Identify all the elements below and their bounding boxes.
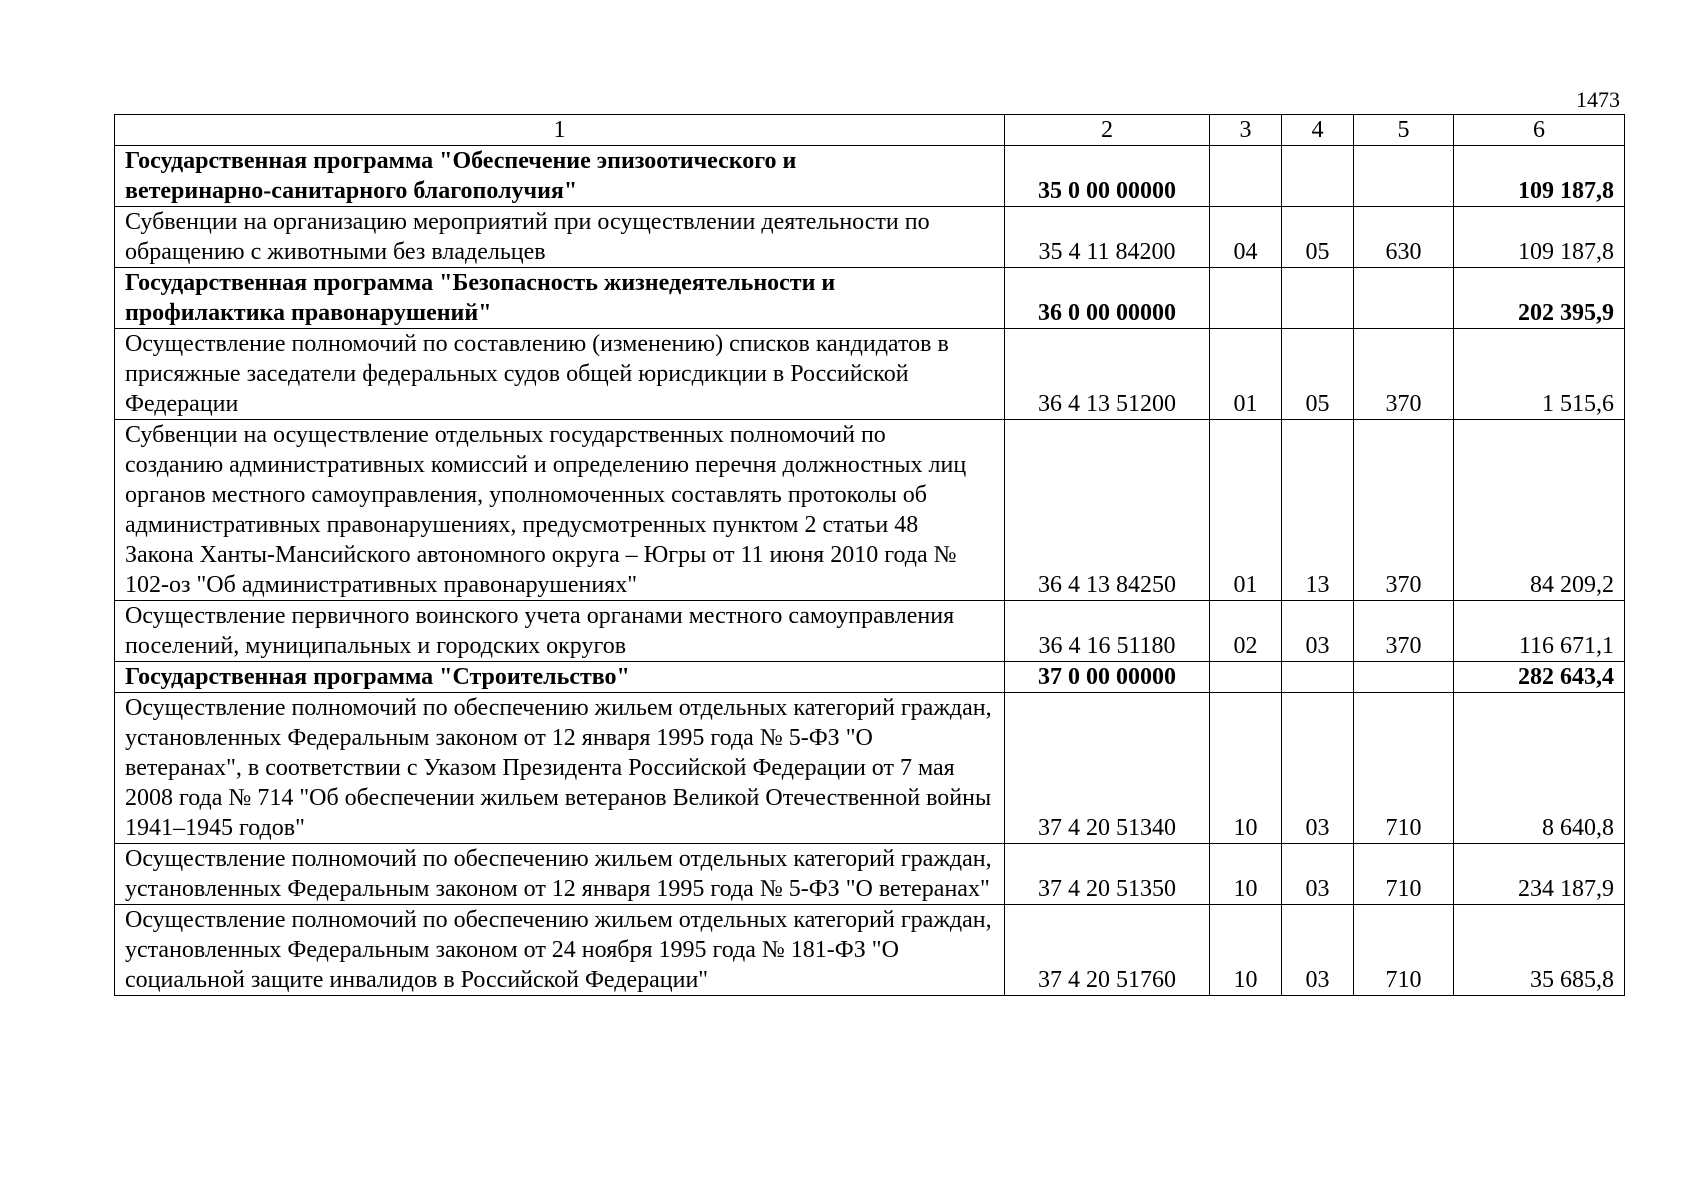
row-amount: 116 671,1 [1454, 601, 1625, 662]
row-amount: 109 187,8 [1454, 146, 1625, 207]
row-subsection: 03 [1282, 844, 1354, 905]
row-section: 10 [1210, 905, 1282, 996]
row-expense-type: 370 [1354, 601, 1454, 662]
row-code: 36 4 16 51180 [1005, 601, 1210, 662]
row-section [1210, 268, 1282, 329]
column-number-5: 5 [1354, 115, 1454, 146]
row-code: 35 0 00 00000 [1005, 146, 1210, 207]
item-row [115, 207, 1625, 268]
program-row [115, 146, 1625, 207]
row-section: 01 [1210, 329, 1282, 420]
row-code: 36 0 00 00000 [1005, 268, 1210, 329]
row-code: 37 0 00 00000 [1005, 662, 1210, 693]
row-expense-type: 370 [1354, 420, 1454, 601]
row-name: Осуществление полномочий по обеспечению жильем отдельных категорий граждан, установленных Федеральным законом от 12 января 1995 года № 5-ФЗ "О ветеранах" [115, 844, 1005, 905]
row-code: 35 4 11 84200 [1005, 207, 1210, 268]
row-subsection [1282, 268, 1354, 329]
row-expense-type: 710 [1354, 905, 1454, 996]
row-section [1210, 146, 1282, 207]
row-expense-type: 710 [1354, 693, 1454, 844]
row-amount: 8 640,8 [1454, 693, 1625, 844]
row-name: Осуществление полномочий по составлению (изменению) списков кандидатов в присяжные заседатели федеральных судов общей юрисдикции в Российской Федерации [115, 329, 1005, 420]
row-code: 37 4 20 51760 [1005, 905, 1210, 996]
page-number: 1473 [1576, 87, 1620, 112]
row-expense-type [1354, 146, 1454, 207]
row-amount: 35 685,8 [1454, 905, 1625, 996]
row-code: 37 4 20 51350 [1005, 844, 1210, 905]
row-expense-type [1354, 662, 1454, 693]
column-number-3: 3 [1210, 115, 1282, 146]
row-name: Государственная программа "Обеспечение эпизоотического и ветеринарно-санитарного благополучия" [115, 146, 1005, 207]
column-number-4: 4 [1282, 115, 1354, 146]
item-row [115, 329, 1625, 420]
row-section: 02 [1210, 601, 1282, 662]
item-row [115, 844, 1625, 905]
row-name: Осуществление полномочий по обеспечению жильем отдельных категорий граждан, установленных Федеральным законом от 12 января 1995 года № 5-ФЗ "О ветеранах", в соответствии с Указом Президента Российской Федерации от 7 мая 2008 года № 714 "Об обеспечении жильем ветеранов Великой Отечественной войны 1941–1945 годов" [115, 693, 1005, 844]
column-number-2: 2 [1005, 115, 1210, 146]
row-expense-type: 710 [1354, 844, 1454, 905]
row-amount: 84 209,2 [1454, 420, 1625, 601]
row-subsection: 03 [1282, 905, 1354, 996]
row-name: Осуществление полномочий по обеспечению жильем отдельных категорий граждан, установленных Федеральным законом от 24 ноября 1995 года № 181-ФЗ "О социальной защите инвалидов в Российской Федерации" [115, 905, 1005, 996]
row-expense-type: 370 [1354, 329, 1454, 420]
row-section: 10 [1210, 844, 1282, 905]
row-amount: 109 187,8 [1454, 207, 1625, 268]
row-amount: 202 395,9 [1454, 268, 1625, 329]
row-name: Субвенции на осуществление отдельных государственных полномочий по созданию административных комиссий и определению перечня должностных лиц органов местного самоуправления, уполномоченных составлять протоколы об административных правонарушениях, предусмотренных пунктом 2 статьи 48 Закона Ханты-Мансийского автономного округа – Югры от 11 июня 2010 года № 102-оз "Об административных правонарушениях" [115, 420, 1005, 601]
row-code: 37 4 20 51340 [1005, 693, 1210, 844]
row-expense-type: 630 [1354, 207, 1454, 268]
column-number-row [115, 115, 1625, 146]
budget-table [114, 114, 1625, 996]
row-amount: 1 515,6 [1454, 329, 1625, 420]
row-code: 36 4 13 51200 [1005, 329, 1210, 420]
column-number-1: 1 [115, 115, 1005, 146]
row-amount: 282 643,4 [1454, 662, 1625, 693]
item-row [115, 601, 1625, 662]
row-subsection [1282, 146, 1354, 207]
row-expense-type [1354, 268, 1454, 329]
row-section: 04 [1210, 207, 1282, 268]
row-name: Субвенции на организацию мероприятий при осуществлении деятельности по обращению с животными без владельцев [115, 207, 1005, 268]
program-row [115, 268, 1625, 329]
row-amount: 234 187,9 [1454, 844, 1625, 905]
row-name: Государственная программа "Безопасность жизнедеятельности и профилактика правонарушений" [115, 268, 1005, 329]
row-name: Осуществление первичного воинского учета органами местного самоуправления поселений, муниципальных и городских округов [115, 601, 1005, 662]
row-code: 36 4 13 84250 [1005, 420, 1210, 601]
item-row [115, 905, 1625, 996]
row-subsection: 03 [1282, 601, 1354, 662]
row-subsection: 03 [1282, 693, 1354, 844]
row-subsection: 13 [1282, 420, 1354, 601]
column-number-6: 6 [1454, 115, 1625, 146]
row-subsection [1282, 662, 1354, 693]
row-section: 10 [1210, 693, 1282, 844]
row-subsection: 05 [1282, 207, 1354, 268]
row-subsection: 05 [1282, 329, 1354, 420]
row-name: Государственная программа "Строительство" [115, 662, 1005, 693]
row-section: 01 [1210, 420, 1282, 601]
row-section [1210, 662, 1282, 693]
item-row [115, 693, 1625, 844]
program-row [115, 662, 1625, 693]
item-row [115, 420, 1625, 601]
